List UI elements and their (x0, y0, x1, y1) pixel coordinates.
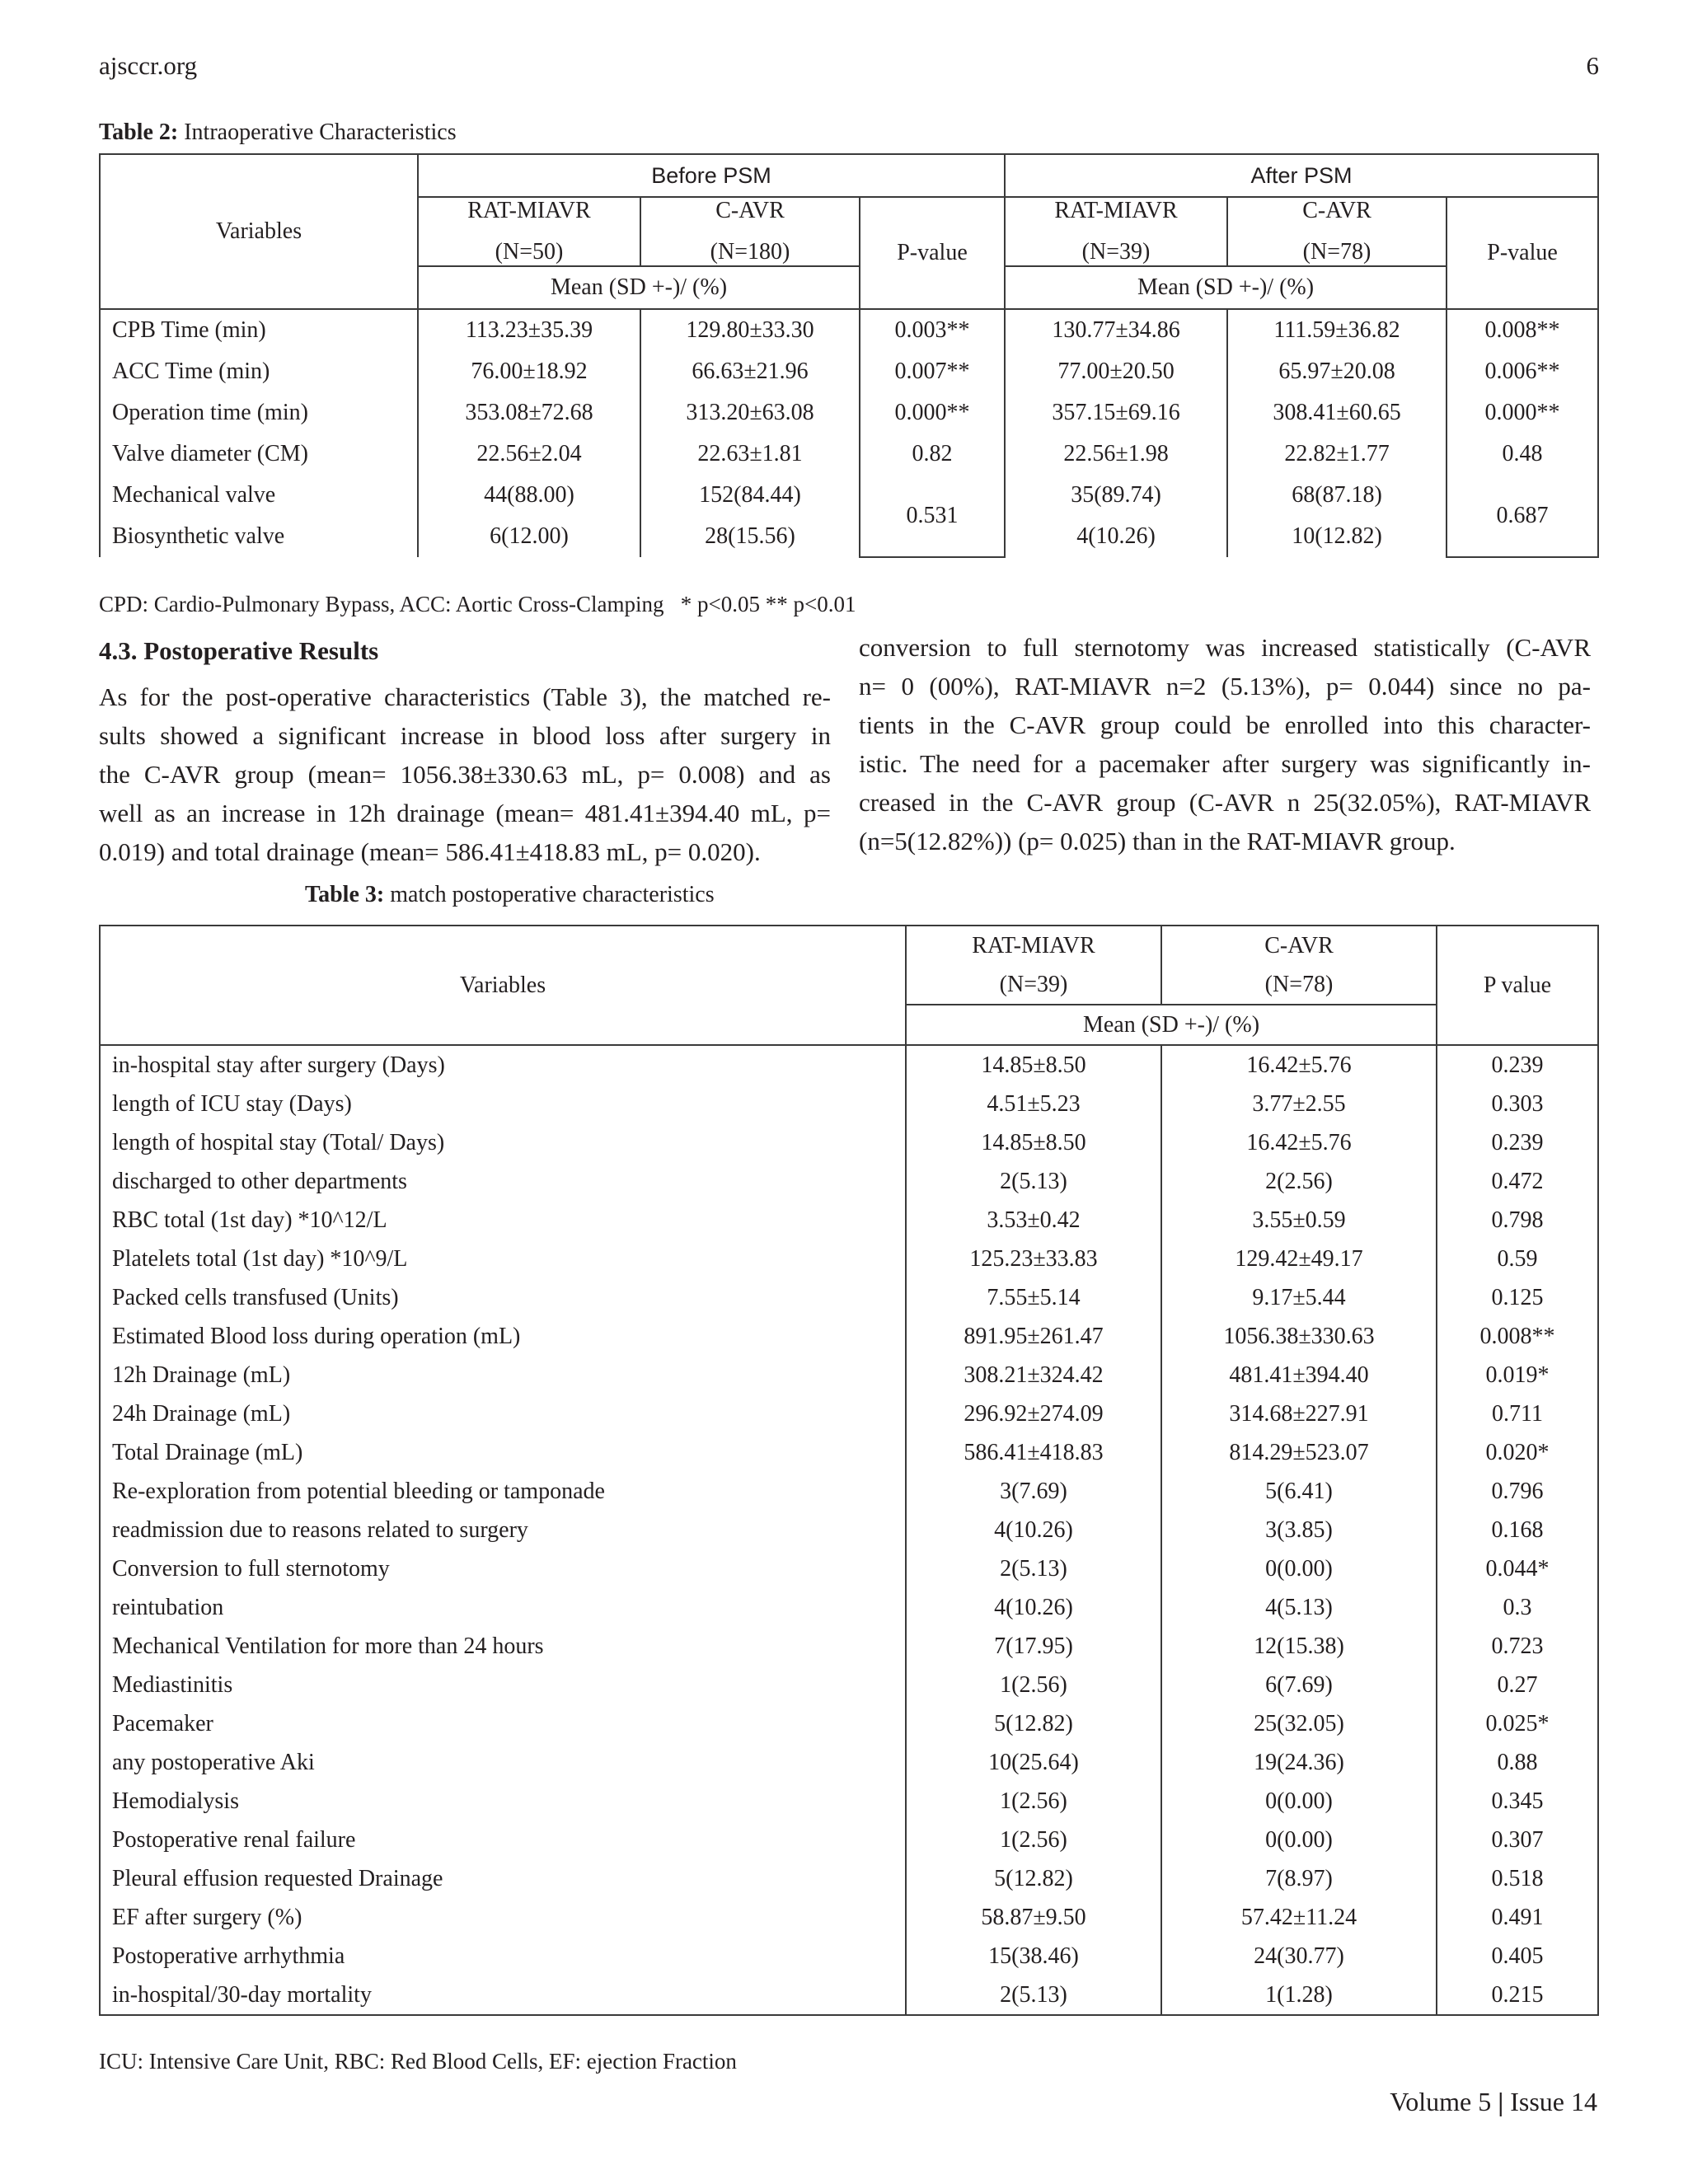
table2-cell-after-cavr: 10(12.82) (1227, 516, 1447, 557)
table3-col-rat: RAT-MIAVR (906, 926, 1161, 965)
table2-cell-after-p: 0.006** (1447, 351, 1598, 392)
table3-cell-rat: 10(25.64) (906, 1743, 1161, 1782)
table3-row (100, 1162, 1598, 1201)
volume-label: Volume 5 (1390, 2087, 1492, 2116)
table2-cell-before-cavr: 313.20±63.08 (640, 392, 860, 434)
table3-row (100, 1123, 1598, 1162)
footer-separator: | (1498, 2087, 1504, 2116)
table2-cell-before-cavr: 129.80±33.30 (640, 309, 860, 351)
table3-n-rat: (N=39) (906, 965, 1161, 1005)
paragraph-line: conversion to full sternotomy was increased statistically (C-AVR (859, 633, 1591, 662)
table3-cell-p: 0.723 (1437, 1627, 1598, 1666)
table3-cell-cavr: 314.68±227.91 (1161, 1394, 1437, 1433)
table2-row (100, 475, 1598, 516)
table3-cell-rat: 296.92±274.09 (906, 1394, 1161, 1433)
table2-caption-text: Intraoperative Characteristics (178, 120, 457, 145)
table3-row (100, 1511, 1598, 1549)
table2-caption (99, 120, 457, 146)
table3-cell-p: 0.796 (1437, 1472, 1598, 1511)
table3-cell-rat: 3.53±0.42 (906, 1201, 1161, 1240)
table3-cell-cavr: 3(3.85) (1161, 1511, 1437, 1549)
table2-cell-after-p: 0.687 (1447, 475, 1598, 557)
table2-cell-before-rat: 113.23±35.39 (418, 309, 640, 351)
table3-cell-cavr: 5(6.41) (1161, 1472, 1437, 1511)
table3-cell-rat: 7.55±5.14 (906, 1278, 1161, 1317)
table2-col-after-cavr: C-AVR (N=78) (1227, 197, 1447, 266)
table3-caption-label: Table 3: (305, 882, 385, 907)
table3-cell-rat: 4(10.26) (906, 1588, 1161, 1627)
table3-cell-rat: 14.85±8.50 (906, 1123, 1161, 1162)
table3-row-label: in-hospital/30-day mortality (100, 1975, 906, 2015)
table3-cell-p: 0.239 (1437, 1045, 1598, 1085)
paragraph-line: (n=5(12.82%)) (p= 0.025) than in the RAT-MIAVR group. (859, 827, 1456, 855)
table3-cell-p: 0.239 (1437, 1123, 1598, 1162)
table3-cell-p: 0.88 (1437, 1743, 1598, 1782)
table3-cell-cavr: 481.41±394.40 (1161, 1356, 1437, 1394)
table2-cell-before-p: 0.007** (860, 351, 1005, 392)
table2-pvalue-after-header: P-value (1447, 197, 1598, 309)
table3-cell-p: 0.044* (1437, 1549, 1598, 1588)
table3-cell-p: 0.303 (1437, 1085, 1598, 1123)
table2-row (100, 309, 1598, 351)
table3-row-label: Re-exploration from potential bleeding or tamponade (100, 1472, 906, 1511)
table3-cell-p: 0.019* (1437, 1356, 1598, 1394)
table2-cell-after-rat: 357.15±69.16 (1005, 392, 1227, 434)
table3-cell-p: 0.798 (1437, 1201, 1598, 1240)
table2-cell-before-p: 0.82 (860, 434, 1005, 475)
table2-cell-before-rat: 22.56±2.04 (418, 434, 640, 475)
table2-cell-before-cavr: 66.63±21.96 (640, 351, 860, 392)
table2-pvalue-before-header: P-value (860, 197, 1005, 309)
table2-cell-after-p: 0.48 (1447, 434, 1598, 475)
table3-row-label: in-hospital stay after surgery (Days) (100, 1045, 906, 1085)
table3-row (100, 1394, 1598, 1433)
table3-cell-p: 0.025* (1437, 1704, 1598, 1743)
table2-cell-after-cavr: 111.59±36.82 (1227, 309, 1447, 351)
paragraph-line: n= 0 (00%), RAT-MIAVR n=2 (5.13%), p= 0.044) since no pa- (859, 672, 1591, 701)
table3-row (100, 1627, 1598, 1666)
table3-row (100, 1704, 1598, 1743)
table2-group-after: After PSM (1005, 154, 1598, 197)
table3-caption (305, 882, 715, 908)
table3-cell-rat: 3(7.69) (906, 1472, 1161, 1511)
table2-group-before: Before PSM (418, 154, 1005, 197)
table2-mean-before: Mean (SD +-)/ (%) (418, 266, 860, 309)
table3-row-label: 24h Drainage (mL) (100, 1394, 906, 1433)
table3-caption-text: match postoperative characteristics (384, 882, 715, 907)
table3-row-label: EF after surgery (%) (100, 1898, 906, 1937)
table3-cell-rat: 1(2.56) (906, 1821, 1161, 1859)
table3-row-label: any postoperative Aki (100, 1743, 906, 1782)
table3-cell-rat: 4.51±5.23 (906, 1085, 1161, 1123)
table2-cell-before-rat: 6(12.00) (418, 516, 640, 557)
paragraph-line: As for the post-operative characteristics (Table 3), the matched re- (99, 682, 831, 711)
table2-caption-label: Table 2: (99, 120, 179, 145)
table3-cell-rat: 2(5.13) (906, 1549, 1161, 1588)
journal-site: ajsccr.org (99, 51, 198, 80)
table2-cell-before-p: 0.531 (860, 475, 1005, 557)
table2-cell-before-cavr: 152(84.44) (640, 475, 860, 516)
table3-cell-cavr: 3.55±0.59 (1161, 1201, 1437, 1240)
table2-cell-after-cavr: 68(87.18) (1227, 475, 1447, 516)
table2-row-label: Valve diameter (CM) (100, 434, 418, 475)
table2-cell-after-rat: 22.56±1.98 (1005, 434, 1227, 475)
table2-footnote: CPD: Cardio-Pulmonary Bypass, ACC: Aortic Cross-Clamping * p<0.05 ** p<0.01 (99, 592, 856, 616)
table3-cell-p: 0.125 (1437, 1278, 1598, 1317)
table3-cell-cavr: 4(5.13) (1161, 1588, 1437, 1627)
table2-cell-after-rat: 35(89.74) (1005, 475, 1227, 516)
table3-cell-p: 0.405 (1437, 1937, 1598, 1975)
table3-cell-rat: 15(38.46) (906, 1937, 1161, 1975)
table3-n-cavr: (N=78) (1161, 965, 1437, 1005)
table3-cell-cavr: 25(32.05) (1161, 1704, 1437, 1743)
table3-row-label: RBC total (1st day) *10^12/L (100, 1201, 906, 1240)
table3-cell-rat: 5(12.82) (906, 1859, 1161, 1898)
table2-cell-after-cavr: 308.41±60.65 (1227, 392, 1447, 434)
table3-cell-p: 0.020* (1437, 1433, 1598, 1472)
table3-row (100, 1821, 1598, 1859)
table3-row (100, 1201, 1598, 1240)
table3-cell-rat: 14.85±8.50 (906, 1045, 1161, 1085)
table3-cell-p: 0.59 (1437, 1240, 1598, 1278)
table3-row-label: Mediastinitis (100, 1666, 906, 1704)
table3-row (100, 1898, 1598, 1937)
table3-cell-p: 0.008** (1437, 1317, 1598, 1356)
table3-cell-cavr: 129.42±49.17 (1161, 1240, 1437, 1278)
table2-mean-after: Mean (SD +-)/ (%) (1005, 266, 1447, 309)
table3-row (100, 1975, 1598, 2015)
table3-cell-p: 0.168 (1437, 1511, 1598, 1549)
table3-cell-p: 0.472 (1437, 1162, 1598, 1201)
table3-row-label: Total Drainage (mL) (100, 1433, 906, 1472)
table3-cell-p: 0.711 (1437, 1394, 1598, 1433)
table3-cell-p: 0.345 (1437, 1782, 1598, 1821)
table3-row (100, 1356, 1598, 1394)
table2-row-label: Biosynthetic valve (100, 516, 418, 557)
table3-cell-cavr: 57.42±11.24 (1161, 1898, 1437, 1937)
table3-cell-p: 0.3 (1437, 1588, 1598, 1627)
table2-cell-after-rat: 4(10.26) (1005, 516, 1227, 557)
table3-cell-cavr: 6(7.69) (1161, 1666, 1437, 1704)
table3-variables-header: Variables (100, 926, 906, 1045)
table3-row (100, 1045, 1598, 1085)
table3-cell-cavr: 9.17±5.44 (1161, 1278, 1437, 1317)
table3-pvalue-header: P value (1437, 926, 1598, 1045)
table3-cell-cavr: 24(30.77) (1161, 1937, 1437, 1975)
paragraph-line: sults showed a significant increase in blood loss after surgery in (99, 721, 831, 750)
table3-cell-rat: 586.41±418.83 (906, 1433, 1161, 1472)
table3-cell-p: 0.518 (1437, 1859, 1598, 1898)
table3-cell-rat: 308.21±324.42 (906, 1356, 1161, 1394)
table2-cell-before-rat: 76.00±18.92 (418, 351, 640, 392)
table3-row (100, 1666, 1598, 1704)
table3-cell-cavr: 16.42±5.76 (1161, 1123, 1437, 1162)
paragraph-line: istic. The need for a pacemaker after surgery was significantly in- (859, 749, 1591, 778)
table3-cell-rat: 58.87±9.50 (906, 1898, 1161, 1937)
table3-cell-cavr: 2(2.56) (1161, 1162, 1437, 1201)
table3-row-label: length of ICU stay (Days) (100, 1085, 906, 1123)
table3-row-label: Postoperative arrhythmia (100, 1937, 906, 1975)
table2-row (100, 392, 1598, 434)
table3-cell-cavr: 1(1.28) (1161, 1975, 1437, 2015)
table3-col-cavr: C-AVR (1161, 926, 1437, 965)
table3-row (100, 1085, 1598, 1123)
table2-cell-after-rat: 77.00±20.50 (1005, 351, 1227, 392)
table3-cell-cavr: 19(24.36) (1161, 1743, 1437, 1782)
table2-row-label: CPB Time (min) (100, 309, 418, 351)
table3-row-label: length of hospital stay (Total/ Days) (100, 1123, 906, 1162)
table3-cell-cavr: 814.29±523.07 (1161, 1433, 1437, 1472)
paragraph-line: 0.019) and total drainage (mean= 586.41±418.83 mL, p= 0.020). (99, 837, 761, 866)
table3-cell-p: 0.491 (1437, 1898, 1598, 1937)
table3-row-label: Pleural effusion requested Drainage (100, 1859, 906, 1898)
table2-cell-before-p: 0.000** (860, 392, 1005, 434)
table3-row (100, 1743, 1598, 1782)
table3-row (100, 1937, 1598, 1975)
table2-cell-after-rat: 130.77±34.86 (1005, 309, 1227, 351)
table2-cell-after-p: 0.000** (1447, 392, 1598, 434)
table3-row (100, 1433, 1598, 1472)
table2-col-before-cavr: C-AVR (N=180) (640, 197, 860, 266)
left-column-paragraph (99, 677, 831, 871)
table3-cell-rat: 125.23±33.83 (906, 1240, 1161, 1278)
table2-cell-before-cavr: 22.63±1.81 (640, 434, 860, 475)
table3-cell-cavr: 7(8.97) (1161, 1859, 1437, 1898)
table2-cell-before-cavr: 28(15.56) (640, 516, 860, 557)
table3-cell-cavr: 0(0.00) (1161, 1782, 1437, 1821)
table3-mean-header: Mean (SD +-)/ (%) (906, 1005, 1437, 1045)
table3-row (100, 1549, 1598, 1588)
table2-row (100, 516, 1598, 557)
section-heading: 4.3. Postoperative Results (99, 636, 379, 665)
table3-row-label: readmission due to reasons related to surgery (100, 1511, 906, 1549)
table2-variables-header: Variables (100, 154, 418, 309)
table3-cell-p: 0.215 (1437, 1975, 1598, 2015)
table3-row (100, 1317, 1598, 1356)
table2-cell-after-cavr: 22.82±1.77 (1227, 434, 1447, 475)
table3-row-label: reintubation (100, 1588, 906, 1627)
table3-cell-rat: 891.95±261.47 (906, 1317, 1161, 1356)
right-column-paragraph (859, 628, 1591, 860)
table3-cell-p: 0.307 (1437, 1821, 1598, 1859)
page-number: 6 (1586, 51, 1599, 80)
table3-row (100, 1240, 1598, 1278)
table2-cell-after-cavr: 65.97±20.08 (1227, 351, 1447, 392)
table3-cell-cavr: 12(15.38) (1161, 1627, 1437, 1666)
table3-cell-rat: 2(5.13) (906, 1162, 1161, 1201)
table2-row (100, 434, 1598, 475)
paragraph-line: creased in the C-AVR group (C-AVR n 25(32.05%), RAT-MIAVR (859, 788, 1591, 817)
volume-issue (1368, 2087, 1597, 2117)
paragraph-line: well as an increase in 12h drainage (mean= 481.41±394.40 mL, p= (99, 799, 831, 827)
table3-row-label: Conversion to full sternotomy (100, 1549, 906, 1588)
table3-cell-rat: 4(10.26) (906, 1511, 1161, 1549)
table2-col-before-rat: RAT-MIAVR (N=50) (418, 197, 640, 266)
issue-label: Issue 14 (1510, 2087, 1597, 2116)
table2-cell-before-p: 0.003** (860, 309, 1005, 351)
table3-cell-rat: 1(2.56) (906, 1782, 1161, 1821)
table3-row-label: Estimated Blood loss during operation (mL) (100, 1317, 906, 1356)
table3-row-label: Hemodialysis (100, 1782, 906, 1821)
table3-cell-cavr: 1056.38±330.63 (1161, 1317, 1437, 1356)
table3-cell-p: 0.27 (1437, 1666, 1598, 1704)
table3-cell-rat: 7(17.95) (906, 1627, 1161, 1666)
table2-row (100, 351, 1598, 392)
table2-col-after-rat: RAT-MIAVR (N=39) (1005, 197, 1227, 266)
table3-cell-cavr: 0(0.00) (1161, 1549, 1437, 1588)
table3-row-label: Pacemaker (100, 1704, 906, 1743)
table3-cell-rat: 1(2.56) (906, 1666, 1161, 1704)
table3-row-label: Postoperative renal failure (100, 1821, 906, 1859)
table3-row (100, 1859, 1598, 1898)
table2-intraoperative (99, 153, 1599, 558)
table3-cell-cavr: 0(0.00) (1161, 1821, 1437, 1859)
table3-row (100, 1278, 1598, 1317)
table3-cell-rat: 2(5.13) (906, 1975, 1161, 2015)
table3-row (100, 1588, 1598, 1627)
table2-cell-after-p: 0.008** (1447, 309, 1598, 351)
table3-row-label: Mechanical Ventilation for more than 24 hours (100, 1627, 906, 1666)
table2-cell-before-rat: 353.08±72.68 (418, 392, 640, 434)
table2-cell-before-rat: 44(88.00) (418, 475, 640, 516)
table3-row (100, 1472, 1598, 1511)
table3-row (100, 1782, 1598, 1821)
table3-cell-rat: 5(12.82) (906, 1704, 1161, 1743)
table3-cell-cavr: 16.42±5.76 (1161, 1045, 1437, 1085)
table3-row-label: Platelets total (1st day) *10^9/L (100, 1240, 906, 1278)
table3-row-label: 12h Drainage (mL) (100, 1356, 906, 1394)
table3-footnote: ICU: Intensive Care Unit, RBC: Red Blood Cells, EF: ejection Fraction (99, 2049, 737, 2074)
table3-cell-cavr: 3.77±2.55 (1161, 1085, 1437, 1123)
paragraph-line: the C-AVR group (mean= 1056.38±330.63 mL, p= 0.008) and as (99, 760, 831, 789)
table3-row-label: Packed cells transfused (Units) (100, 1278, 906, 1317)
table2-row-label: Mechanical valve (100, 475, 418, 516)
table3-postoperative (99, 925, 1599, 2016)
paragraph-line: tients in the C-AVR group could be enrolled into this character- (859, 710, 1591, 739)
table2-row-label: Operation time (min) (100, 392, 418, 434)
table3-row-label: discharged to other departments (100, 1162, 906, 1201)
table2-row-label: ACC Time (min) (100, 351, 418, 392)
